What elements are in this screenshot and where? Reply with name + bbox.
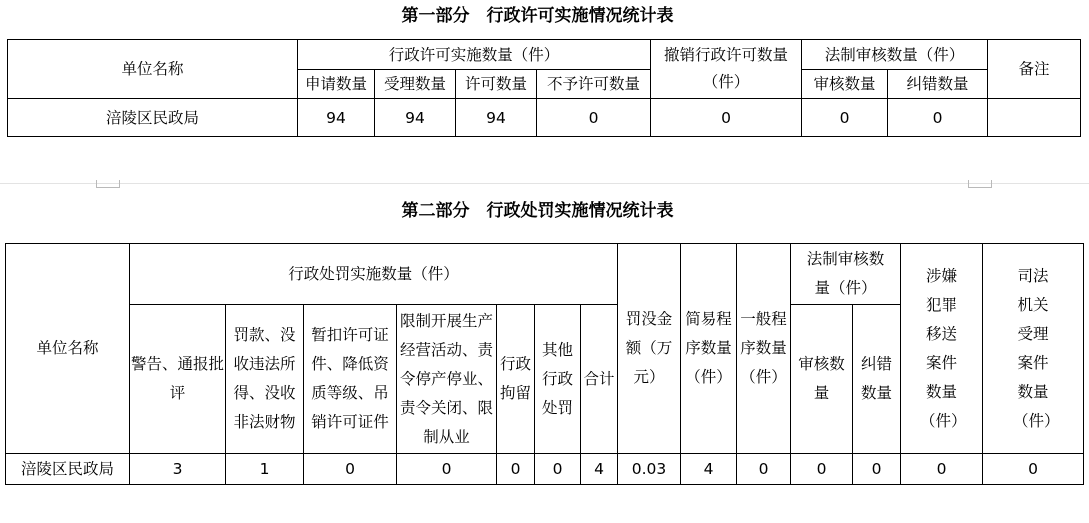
cell-permit-count: 94 (456, 99, 537, 137)
part1-title: 第一部分 行政许可实施情况统计表 (401, 6, 674, 26)
header-general-procedure: 一般程序数量（件） (737, 244, 791, 454)
cell-total: 4 (581, 454, 618, 485)
cell-review-count: 0 (791, 454, 853, 485)
header-fine-confiscation: 罚款、没收违法所得、没收非法财物 (226, 305, 304, 454)
header-review-count: 审核数量 (791, 305, 853, 454)
header-revoke-count: 撤销行政许可数量（件） (651, 40, 802, 99)
header-apply-count: 申请数量 (298, 70, 375, 99)
header-total: 合计 (581, 305, 618, 454)
cell-apply-count: 94 (298, 99, 375, 137)
header-penalty-count-group: 行政处罚实施数量（件） (130, 244, 618, 305)
cell-unit-name: 涪陵区民政局 (8, 99, 298, 137)
header-crime-transfer: 涉嫌犯罪移送案件数量（件） (901, 244, 983, 454)
penalty-statistics-table (5, 243, 1084, 485)
cell-crime-transfer: 0 (901, 454, 983, 485)
header-detention: 行政拘留 (497, 305, 535, 454)
cell-revoke-count: 0 (651, 99, 802, 137)
header-unit-name: 单位名称 (6, 244, 130, 454)
header-accept-count: 受理数量 (375, 70, 456, 99)
cell-correct-count: 0 (853, 454, 901, 485)
cell-warning: 3 (130, 454, 226, 485)
cell-license-suspension: 0 (304, 454, 397, 485)
cell-simple-procedure: 4 (681, 454, 737, 485)
header-correct-count: 纠错数量 (888, 70, 988, 99)
page-corner-mark-left (96, 180, 120, 188)
cell-fine-amount: 0.03 (618, 454, 681, 485)
table-row (6, 454, 1084, 485)
cell-correct-count: 0 (888, 99, 988, 137)
header-review-count: 审核数量 (802, 70, 888, 99)
header-judicial-accept: 司法机关受理案件数量（件） (983, 244, 1084, 454)
cell-general-procedure: 0 (737, 454, 791, 485)
header-deny-count: 不予许可数量 (537, 70, 651, 99)
permit-statistics-table (7, 39, 1081, 137)
cell-accept-count: 94 (375, 99, 456, 137)
header-legal-review-group: 法制审核数量（件） (802, 40, 988, 70)
part2-title: 第二部分 行政处罚实施情况统计表 (401, 201, 674, 221)
cell-other-penalty: 0 (535, 454, 581, 485)
header-other-penalty: 其他行政处罚 (535, 305, 581, 454)
cell-deny-count: 0 (537, 99, 651, 137)
page-divider (0, 183, 1089, 184)
header-warning: 警告、通报批评 (130, 305, 226, 454)
cell-unit-name: 涪陵区民政局 (6, 454, 130, 485)
cell-fine-confiscation: 1 (226, 454, 304, 485)
cell-remark (988, 99, 1081, 137)
header-legal-review-group: 法制审核数量（件） (791, 244, 901, 305)
header-fine-amount: 罚没金额（万元） (618, 244, 681, 454)
header-correct-count: 纠错数量 (853, 305, 901, 454)
header-unit-name: 单位名称 (8, 40, 298, 99)
cell-business-restriction: 0 (397, 454, 497, 485)
page-corner-mark-right (968, 180, 992, 188)
header-simple-procedure: 简易程序数量（件） (681, 244, 737, 454)
cell-judicial-accept: 0 (983, 454, 1084, 485)
header-business-restriction: 限制开展生产经营活动、责令停产停业、责令关闭、限制从业 (397, 305, 497, 454)
cell-detention: 0 (497, 454, 535, 485)
header-remark: 备注 (988, 40, 1081, 99)
header-permit-count: 许可数量 (456, 70, 537, 99)
header-permit-count-group: 行政许可实施数量（件） (298, 40, 651, 70)
table-row (8, 99, 1081, 137)
cell-review-count: 0 (802, 99, 888, 137)
header-license-suspension: 暂扣许可证件、降低资质等级、吊销许可证件 (304, 305, 397, 454)
